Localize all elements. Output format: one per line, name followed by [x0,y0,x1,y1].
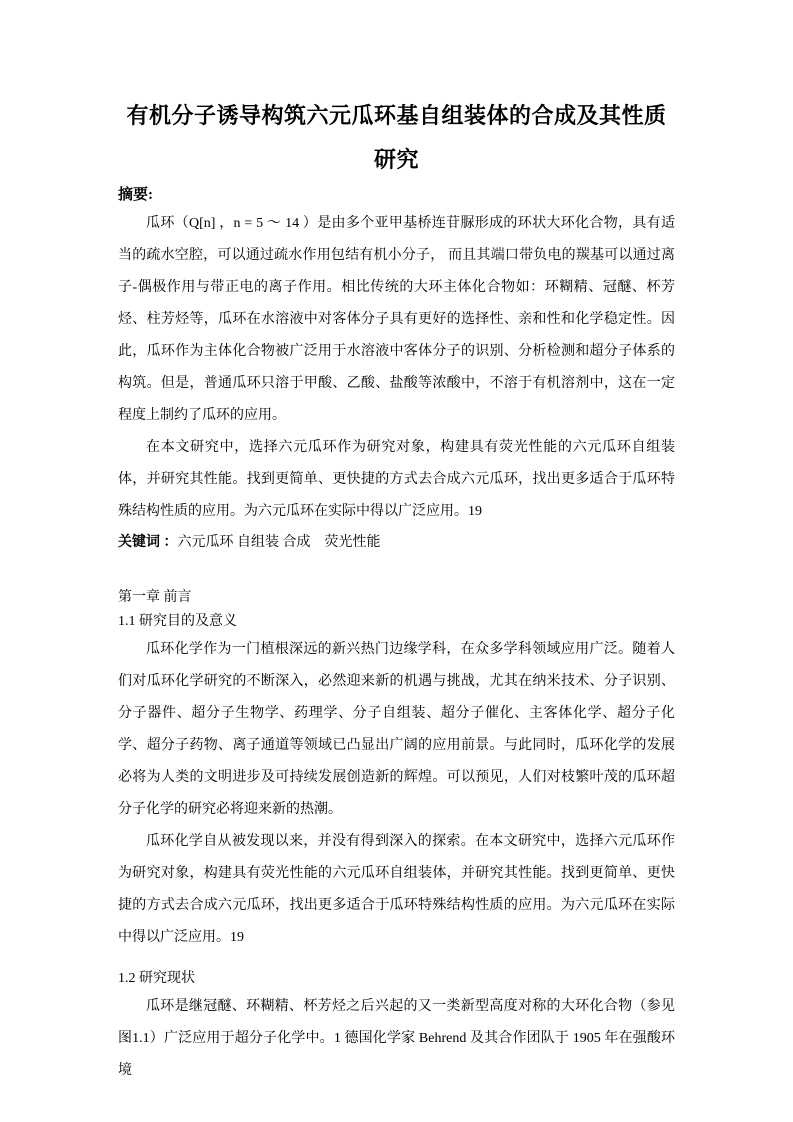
section-1-2-heading: 1.2 研究现状 [118,971,195,986]
abstract-label: 摘要: [118,187,153,203]
abstract-paragraph-1: 瓜环（Q[n] ，n = 5 ～ 14 ）是由多个亚甲基桥连苷脲形成的环状大环化合物，具有适当的疏水空腔，可以通过疏水作用包结有机小分子， 而且其端口带负电的羰基可以通过离子-偶极作用与带正电的离子作用。相比传统的大环主体化合物如：环糊精、冠醚、杯芳烃、柱芳烃等，瓜环在水溶液中对客体分子具有更好的选择性、亲和性和化学稳定性。因此，瓜环作为主体化合物被广泛用于水溶液中客体分子的识别、分析检测和超分子体系的构筑。但是，普通瓜环只溶于甲酸、乙酸、盐酸等浓酸中，不溶于有机溶剂中，这在一定程度上制约了瓜环的应用。 [118,216,675,423]
keywords-text: 六元瓜环 自组装 合成 荧光性能 [177,535,381,550]
chapter-1-heading: 第一章 前言 [118,590,192,605]
section-1-1-paragraph-2: 瓜环化学自从被发现以来，并没有得到深入的探索。在本文研究中，选择六元瓜环作为研究对象，构建具有荧光性能的六元瓜环自组装体，并研究其性能。找到更简单、更快捷的方式去合成六元瓜环，找出更多适合于瓜环特殊结构性质的应用。为六元瓜环在实际中得以广泛应用。19 [118,834,675,945]
document-title: 有机分子诱导构筑六元瓜环基自组装体的合成及其性质研究 [126,103,667,172]
keywords-label: 关键词 ： [118,535,178,550]
section-1-1-paragraph-1: 瓜环化学作为一门植根深远的新兴热门边缘学科，在众多学科领域应用广泛。随着人们对瓜环化学研究的不断深入，必然迎来新的机遇与挑战，尤其在纳米技术、分子识别、分子器件、超分子生物学、药理学、分子自组装、超分子催化、主客体化学、超分子化学、超分子药物、离子通道等领域已凸显出广阔的应用前景。与此同时，瓜环化学的发展必将为人类的文明进步及可持续发展创造新的辉煌。可以预见，人们对枝繁叶茂的瓜环超分子化学的研究必将迎来新的热潮。 [118,642,675,817]
abstract-paragraph-2: 在本文研究中，选择六元瓜环作为研究对象，构建具有荧光性能的六元瓜环自组装体，并研究其性能。找到更简单、更快捷的方式去合成六元瓜环，找出更多适合于瓜环特殊结构性质的应用。为六元瓜环在实际中得以广泛应用。19 [118,440,675,519]
keywords-line [118,528,675,558]
section-1-1-heading: 1.1 研究目的及意义 [118,614,237,629]
section-1-2-paragraph-1: 瓜环是继冠醚、环糊精、杯芳烃之后兴起的又一类新型高度对称的大环化合物（参见图1.1）广泛应用于超分子化学中。1 德国化学家 Behrend 及其合作团队于 1905 年在强酸环境 [118,999,675,1078]
